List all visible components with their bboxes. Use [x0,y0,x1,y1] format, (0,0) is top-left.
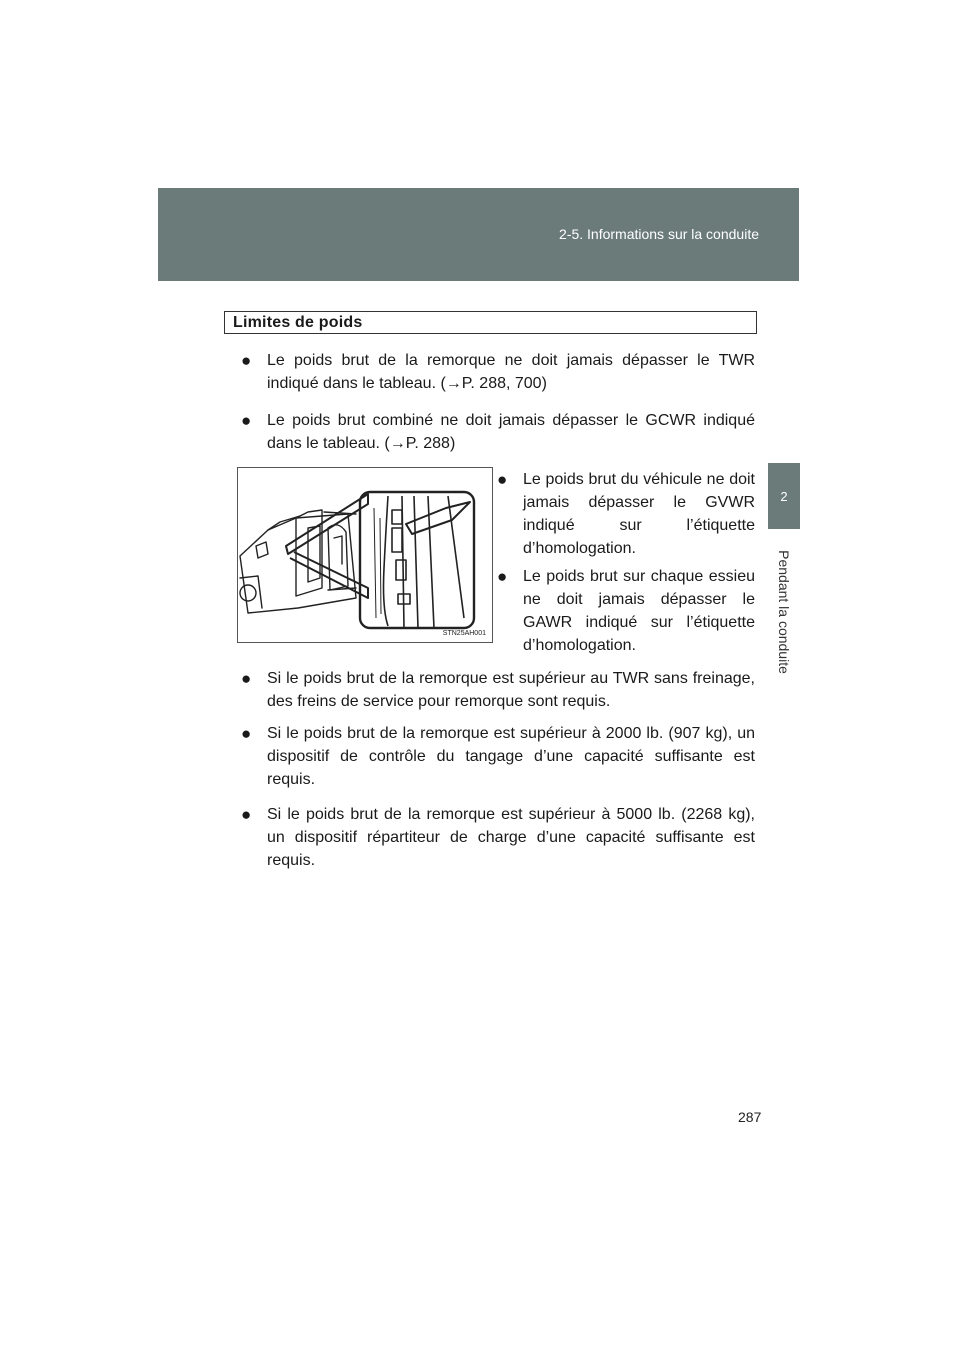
bullet-text: Si le poids brut de la remorque est supérieur à 5000 lb. (2268 kg), un dispositif répartiteur de charge d’une capacité suffisante est requis. [267,806,755,869]
bullet-dot: ● [497,470,508,489]
bullet-dot: ● [241,724,252,743]
bullet-item [497,565,755,657]
bullet-item [497,468,755,560]
bullet-text: Le poids brut sur chaque essieu ne doit jamais dépasser le GAWR indiqué sur l’étiquette d’homologation. [523,568,755,654]
bullet-dot: ● [241,805,252,824]
header-title: 2-5. Informations sur la conduite [559,226,759,242]
bullet-item [241,803,755,872]
bullet-dot: ● [241,669,252,688]
bullet-item [241,722,755,791]
bullet-text: Le poids brut de la remorque ne doit jamais dépasser le TWR indiqué dans le tableau. (→P. 288, 700) [267,352,755,392]
bullet-item [241,349,755,395]
bullet-text: Le poids brut combiné ne doit jamais dépasser le GCWR indiqué dans le tableau. (→P. 288) [267,412,755,452]
bullet-item [241,667,755,713]
bullet-item [241,409,755,455]
door-label-illustration [237,467,493,643]
bullet-dot: ● [497,567,508,586]
bullet-text: Si le poids brut de la remorque est supérieur à 2000 lb. (907 kg), un dispositif de contrôle du tangage d’une capacité suffisante est requis. [267,725,755,788]
header-band [158,188,799,281]
bullet-dot: ● [241,351,252,370]
illustration-drawing [238,468,492,642]
chapter-label: Pendant la conduite [776,550,792,674]
page-number: 287 [738,1109,762,1125]
figure-caption: STN25AH001 [442,630,486,637]
bullet-text: Le poids brut du véhicule ne doit jamais dépasser le GVWR indiqué sur l’étiquette d’homologation. [523,471,755,557]
chapter-tab [768,463,800,529]
bullet-text: Si le poids brut de la remorque est supérieur au TWR sans freinage, des freins de service pour remorque sont requis. [267,670,755,710]
bullet-dot: ● [241,411,252,430]
chapter-number: 2 [780,489,788,504]
section-title: Limites de poids [224,311,757,334]
